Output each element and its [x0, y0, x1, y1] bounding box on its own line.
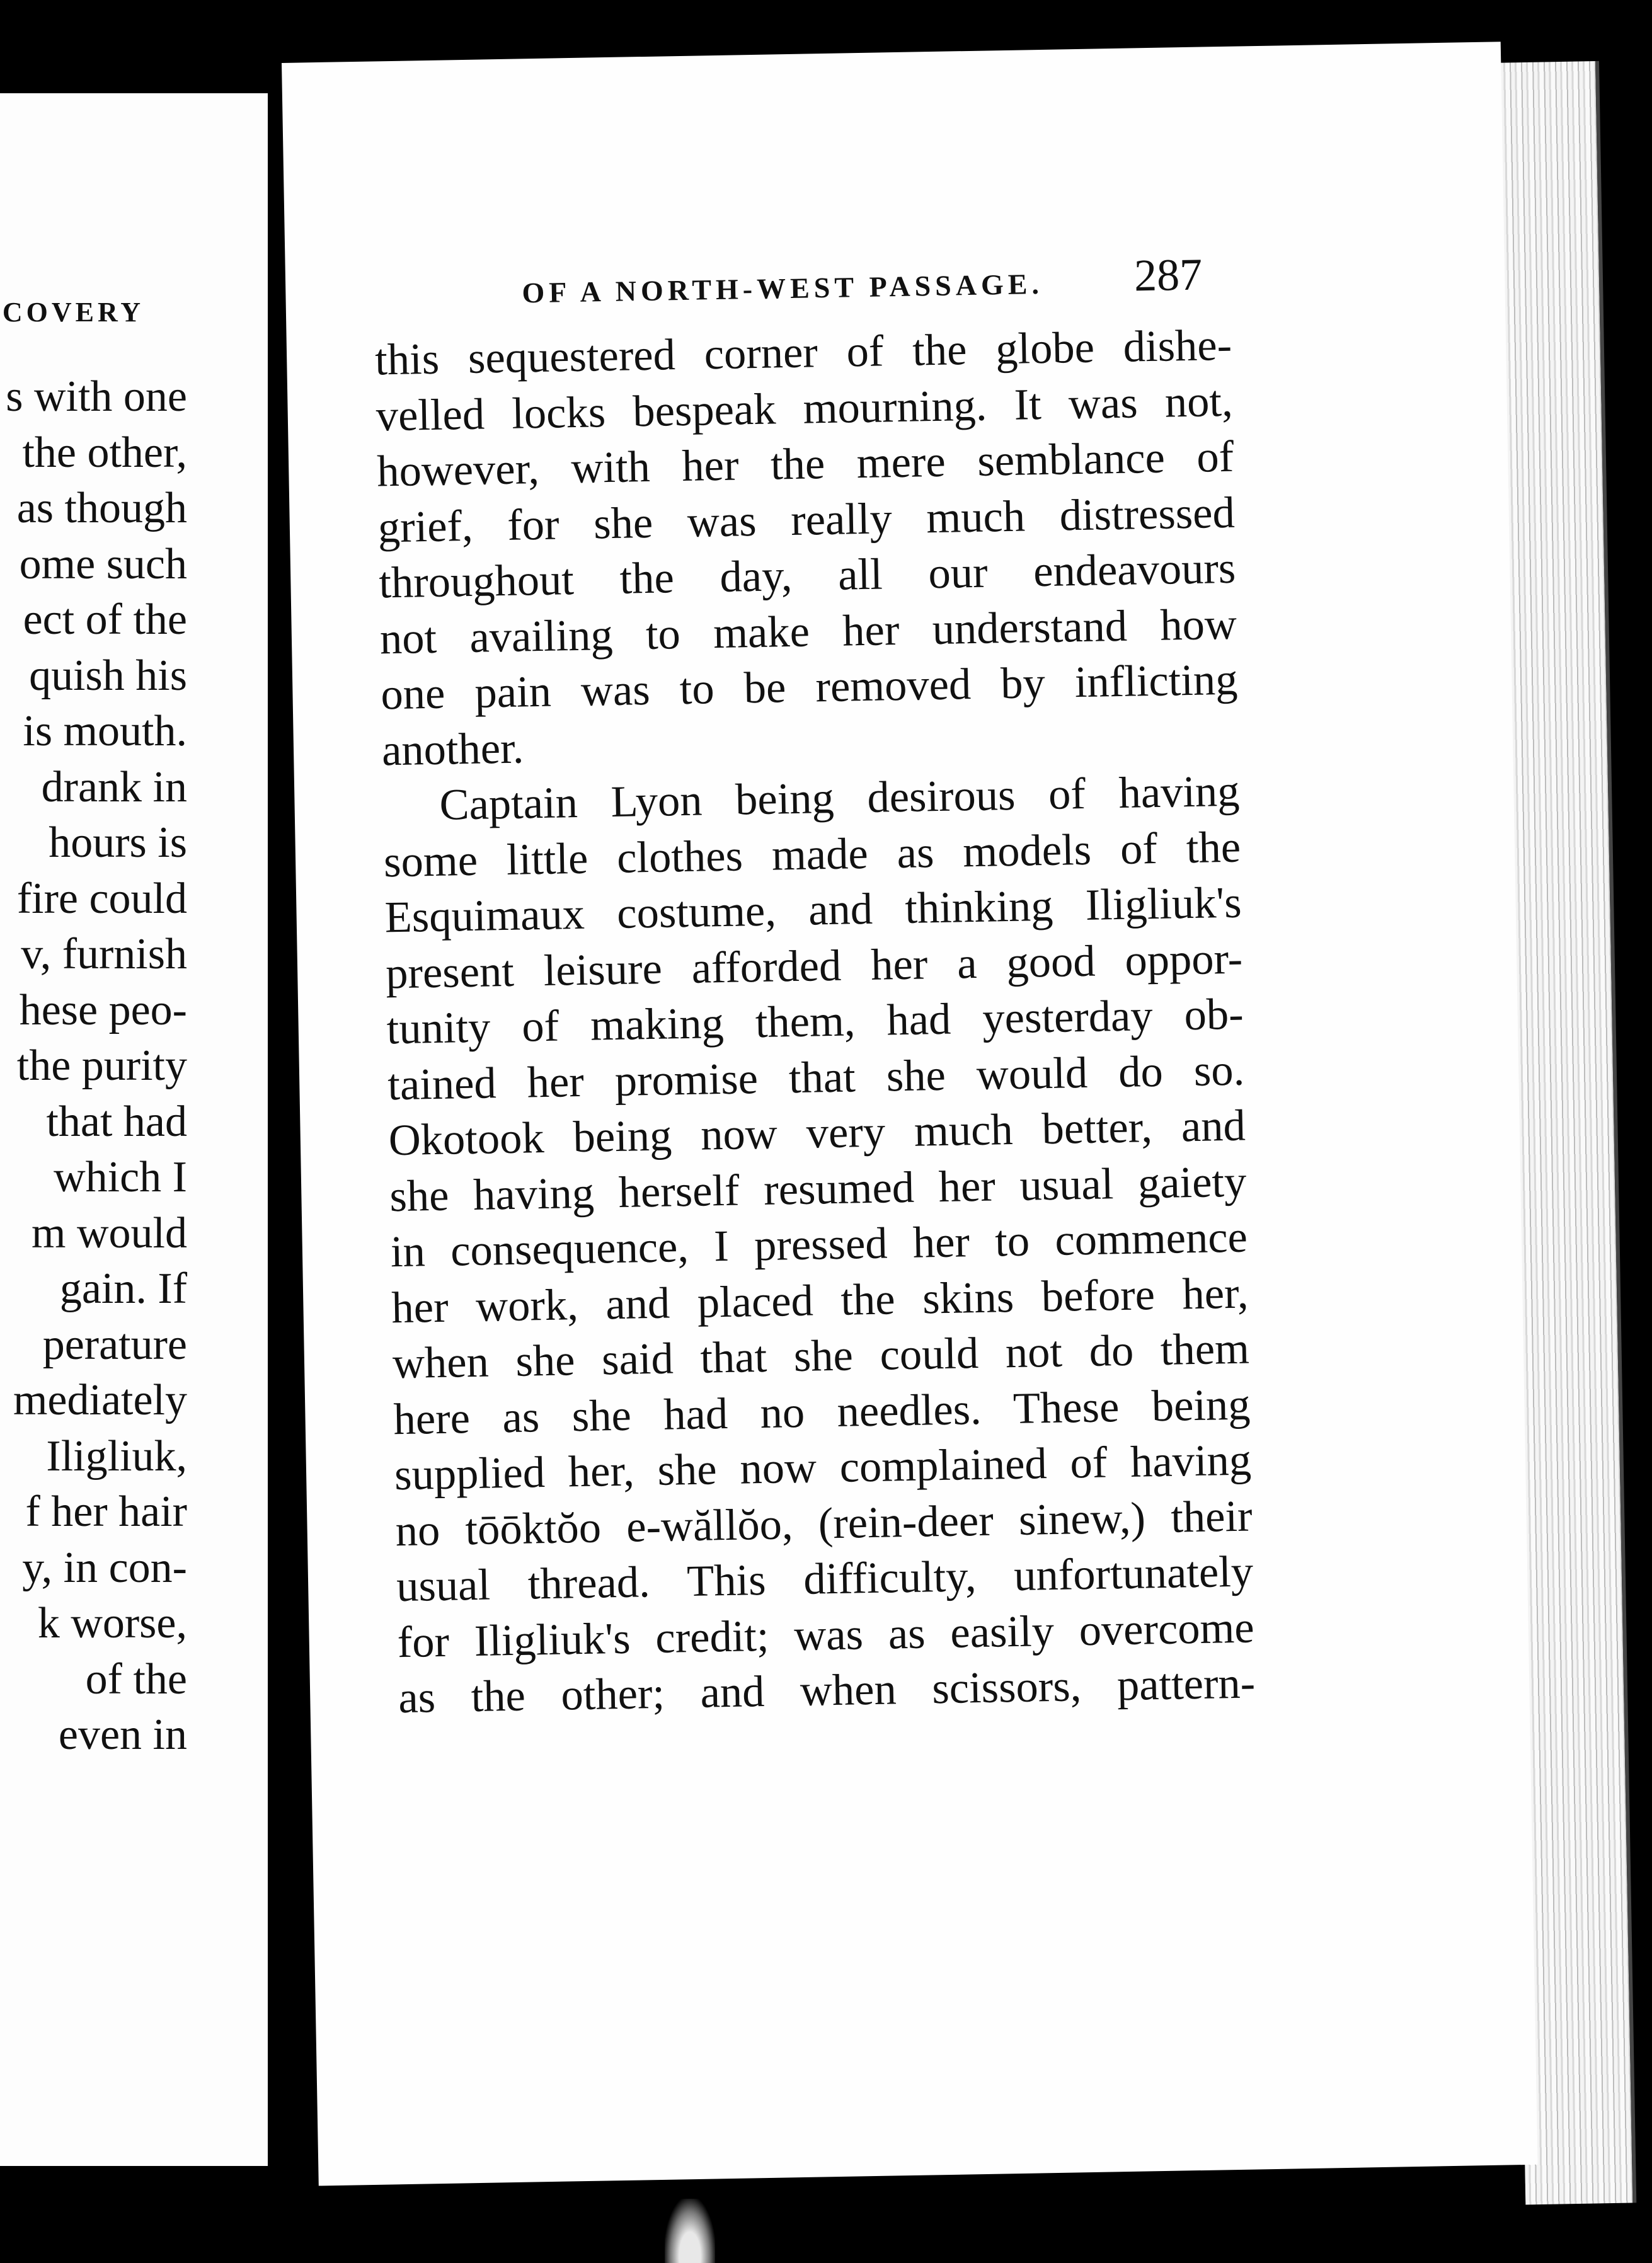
text-line: drank in	[41, 762, 187, 811]
text-line: supplied her, she now complained of having	[394, 1435, 1252, 1500]
scan-glare	[665, 2199, 715, 2263]
text-line: no tōōktŏo e-wăllŏo, (rein-deer sinew,) their	[395, 1491, 1253, 1555]
text-line: mediately	[13, 1376, 187, 1424]
text-line: Iligliuk,	[46, 1431, 187, 1481]
page-number: 287	[1133, 249, 1203, 301]
right-page	[282, 42, 1538, 2186]
text-line: here as she had no needles. These being	[393, 1379, 1251, 1444]
text-line: fire could	[16, 874, 187, 923]
right-page-text	[374, 318, 1255, 1726]
book-gutter	[268, 93, 282, 2166]
text-line: Captain Lyon being desirous of having	[439, 766, 1241, 830]
text-line: grief, for she was really much distressed	[377, 488, 1236, 552]
text-line: not availing to make her understand how	[379, 599, 1237, 663]
text-line: hours is	[49, 818, 187, 867]
text-line: throughout the day, all our endeavours	[378, 543, 1236, 608]
text-line: y, in con-	[22, 1543, 187, 1592]
text-line: her work, and placed the skins before her,	[391, 1268, 1249, 1332]
running-header-right: OF A NORTH-WEST PASSAGE.	[521, 267, 1044, 309]
text-line: tained her promise that she would do so.	[387, 1045, 1245, 1109]
text-line: some little clothes made as models of the	[383, 822, 1241, 886]
text-line: v, furnish	[21, 930, 187, 978]
text-line: velled locks bespeak mourning. It was not,	[376, 376, 1234, 440]
text-line: this sequestered corner of the globe dishe-	[374, 320, 1232, 385]
text-line: present leisure afforded her a good oppor-	[385, 934, 1243, 998]
text-line: hese peo-	[19, 985, 187, 1034]
text-line: for Iligliuk's credit; was as easily overcome	[397, 1602, 1255, 1667]
text-line: she having herself resumed her usual gaiety	[389, 1157, 1247, 1221]
text-line: gain. If	[59, 1264, 187, 1313]
text-line: s with one	[6, 372, 187, 421]
text-line: the purity	[16, 1041, 187, 1090]
text-line: one pain was to be removed by inflicting	[380, 655, 1238, 719]
text-line: perature	[42, 1320, 187, 1369]
text-line: of the	[85, 1654, 187, 1704]
text-line: f her hair	[25, 1487, 187, 1536]
text-line: Esquimaux costume, and thinking Iligliuk's	[384, 878, 1242, 942]
text-line: when she said that she could not do them	[392, 1324, 1250, 1389]
running-header-left: COVERY	[2, 297, 144, 328]
text-line: as though	[16, 484, 187, 532]
text-line: another.	[381, 723, 524, 775]
text-line: usual thread. This difficulty, unfortunately	[396, 1547, 1254, 1612]
text-line: the other,	[22, 428, 187, 477]
text-line: m would	[32, 1208, 187, 1258]
text-line: k worse,	[37, 1599, 187, 1647]
text-line: that had	[46, 1097, 187, 1146]
text-line: is mouth.	[23, 707, 187, 755]
text-line: ome such	[19, 539, 187, 588]
text-line: ect of the	[23, 595, 187, 644]
text-line: however, with her the mere semblance of	[376, 432, 1234, 496]
text-line: in consequence, I pressed her to commence	[390, 1212, 1248, 1277]
left-page	[0, 93, 268, 2166]
text-line: quish his	[29, 651, 187, 700]
text-line: even in	[58, 1710, 187, 1759]
text-line: Okotook being now very much better, and	[388, 1101, 1246, 1166]
text-line: which I	[54, 1153, 187, 1201]
text-line: as the other; and when scissors, pattern-	[398, 1658, 1256, 1723]
text-line: tunity of making them, had yesterday ob-	[386, 989, 1244, 1054]
left-page-text	[6, 369, 187, 1763]
